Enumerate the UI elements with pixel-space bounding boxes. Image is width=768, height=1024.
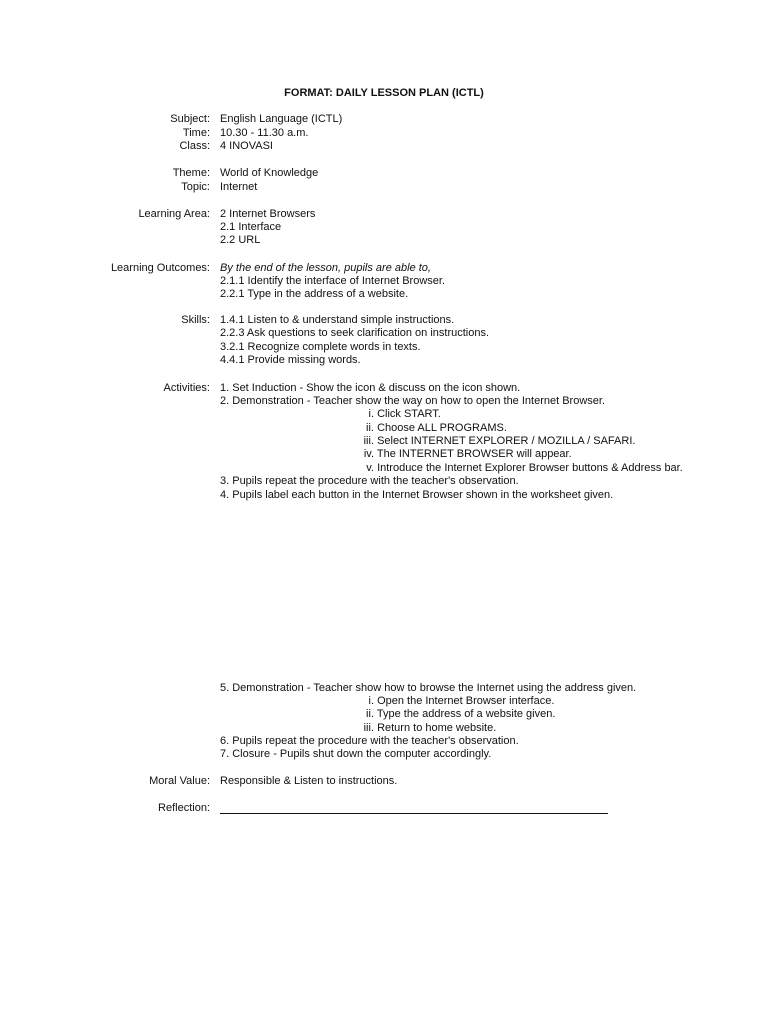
activity-substep — [220, 422, 740, 435]
activities-label: Activities: — [163, 381, 210, 394]
time-label: Time: — [182, 126, 210, 139]
activity-substep — [220, 695, 740, 708]
substep-text: Select INTERNET EXPLORER / MOZILLA / SAFARI. — [377, 435, 636, 448]
skill-line: 2.2.3 Ask questions to seek clarification on instructions. — [220, 327, 490, 340]
learning-area-line: 2.2 URL — [220, 234, 261, 247]
substep-number: i. — [368, 408, 374, 421]
activity-step: 3. Pupils repeat the procedure with the teacher's observation. — [220, 475, 519, 488]
subject-label: Subject: — [170, 113, 210, 125]
learning-area-values — [220, 208, 740, 248]
skills-label: Skills: — [181, 314, 210, 326]
learning-outcomes-intro: By the end of the lesson, pupils are able to, — [220, 261, 431, 274]
subject-value: English Language (ICTL) — [220, 113, 343, 125]
activities-part1 — [220, 382, 740, 503]
activity-step: 7. Closure - Pupils shut down the computer accordingly. — [220, 748, 492, 761]
reflection-label: Reflection: — [158, 801, 210, 814]
topic-value: Internet — [220, 180, 258, 193]
theme-value: World of Knowledge — [220, 167, 319, 179]
activity-substep — [220, 722, 740, 735]
activity-step: 2. Demonstration - Teacher show the way on how to open the Internet Browser. — [220, 394, 606, 407]
activity-substep — [220, 408, 740, 421]
learning-outcome-line: 2.1.1 Identify the interface of Internet Browser. — [220, 274, 446, 287]
reflection-field — [220, 802, 740, 815]
theme-label: Theme: — [172, 167, 210, 179]
substep-text: Return to home website. — [377, 721, 497, 734]
activity-substep — [220, 462, 740, 475]
substep-number: i. — [368, 694, 374, 707]
skill-line: 4.4.1 Provide missing words. — [220, 354, 361, 367]
substep-number: iv. — [363, 448, 374, 461]
learning-area-line: 2 Internet Browsers — [220, 207, 316, 220]
activity-step: 4. Pupils label each button in the Internet Browser shown in the worksheet given. — [220, 488, 614, 501]
learning-area-line: 2.1 Interface — [220, 220, 282, 233]
reflection-blank-line — [220, 802, 608, 814]
substep-number: ii. — [366, 708, 374, 721]
document-title: FORMAT: DAILY LESSON PLAN (ICTL) — [284, 87, 484, 99]
class-value: 4 INOVASI — [220, 140, 273, 152]
activities-part2 — [220, 682, 740, 762]
class-label: Class: — [179, 140, 210, 152]
learning-outcomes-values — [220, 262, 740, 302]
substep-text: Click START. — [377, 408, 441, 421]
skill-line: 1.4.1 Listen to & understand simple instructions. — [220, 314, 455, 326]
substep-number: ii. — [366, 421, 374, 434]
substep-text: Type the address of a website given. — [376, 708, 556, 721]
substep-text: Open the Internet Browser interface. — [377, 694, 555, 707]
activity-substep — [220, 448, 740, 461]
learning-outcome-line: 2.2.1 Type in the address of a website. — [220, 288, 409, 301]
time-value: 10.30 - 11.30 a.m. — [220, 126, 309, 139]
substep-number: v. — [366, 461, 374, 474]
activity-step: 6. Pupils repeat the procedure with the teacher's observation. — [220, 735, 519, 748]
learning-outcomes-label: Learning Outcomes: — [110, 261, 210, 274]
topic-label: Topic: — [181, 180, 210, 193]
learning-area-label: Learning Area: — [138, 207, 210, 220]
activity-step: 1. Set Induction - Show the icon & discuss on the icon shown. — [220, 381, 521, 394]
substep-number: iii. — [363, 721, 374, 734]
activity-substep — [220, 708, 740, 721]
substep-number: iii. — [363, 435, 374, 448]
substep-text: The INTERNET BROWSER will appear. — [376, 448, 572, 461]
moral-value-value: Responsible & Listen to instructions. — [220, 774, 398, 787]
skills-values — [220, 314, 740, 368]
skill-line: 3.2.1 Recognize complete words in texts. — [220, 340, 421, 353]
moral-value-label: Moral Value: — [149, 774, 210, 787]
substep-text: Choose ALL PROGRAMS. — [377, 421, 507, 434]
activity-step: 5. Demonstration - Teacher show how to browse the Internet using the address given. — [220, 681, 637, 694]
substep-text: Introduce the Internet Explorer Browser buttons & Address bar. — [377, 461, 683, 474]
activity-substep — [220, 435, 740, 448]
